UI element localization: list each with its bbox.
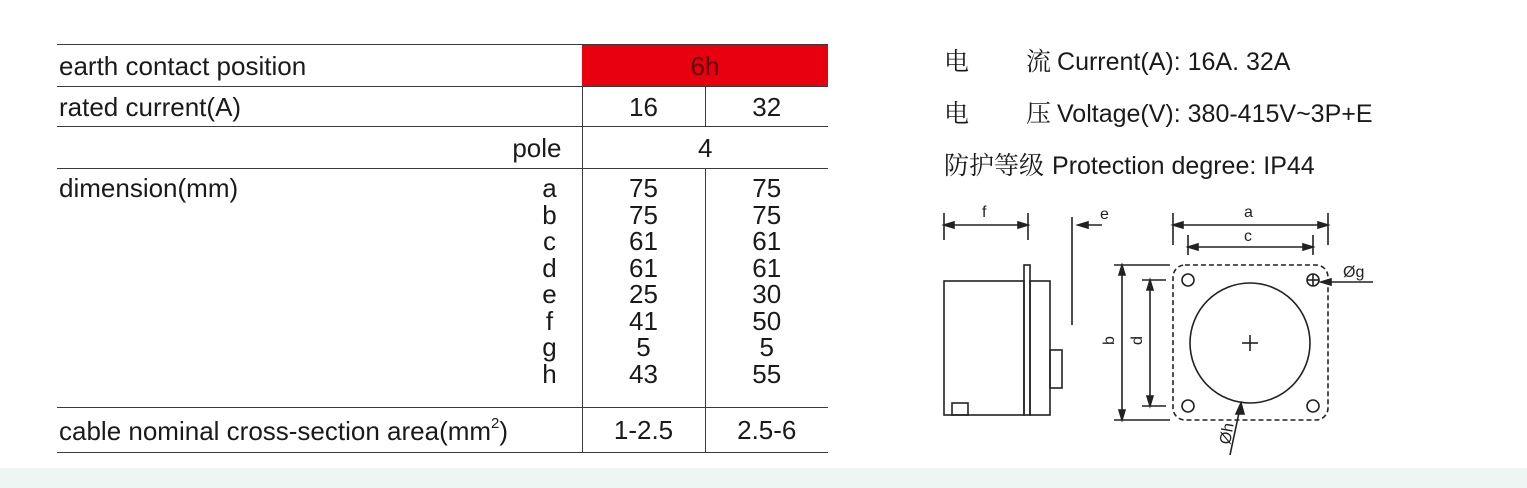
label-a: a — [1244, 204, 1253, 221]
label-g: Øg — [1343, 264, 1365, 281]
dim-value: 5 — [636, 332, 651, 362]
dimension-letters — [540, 175, 560, 387]
row-dimension — [57, 169, 828, 408]
cable-area-label: cable nominal cross-section $area(mm^2)$ — [57, 408, 582, 453]
dim-value: 61 — [752, 252, 782, 283]
dim-value: 75 — [752, 199, 782, 230]
cable-area-16: 1-2.5 — [582, 408, 705, 453]
earth-contact-label: earth contact position — [57, 45, 582, 87]
label-b: b — [1101, 336, 1118, 345]
row-rated-current — [57, 87, 828, 127]
dim-value: 41 — [629, 305, 658, 336]
dim-letter: e — [542, 279, 557, 309]
pole-label: pole — [57, 127, 582, 169]
spec-voltage: 电 压 Voltage(V): 380-415V~3P+E — [944, 99, 1373, 128]
spec-current: 电 流 Current(A): 16A. 32A — [944, 47, 1291, 76]
dim-value: 61 — [629, 226, 658, 256]
side-view — [944, 204, 1109, 415]
dim-letter: b — [542, 199, 557, 230]
dim-letter: h — [542, 358, 557, 389]
dimension-values-32 — [706, 175, 829, 387]
dim-value: 75 — [629, 173, 658, 203]
dim-letter: f — [545, 305, 554, 336]
dim-value: 75 — [752, 173, 782, 203]
dim-value: 43 — [629, 358, 658, 389]
dim-value: 5 — [759, 332, 774, 362]
dim-value: 75 — [629, 199, 658, 230]
label-h: Øh — [1217, 421, 1238, 446]
dim-value: 55 — [752, 358, 782, 389]
rated-current-16: 16 — [582, 87, 705, 127]
spec-protection: 防护等级 Protection degree: IP44 — [944, 151, 1315, 180]
dim-letter: a — [542, 173, 557, 203]
dim-letter: d — [542, 252, 557, 283]
label-e: e — [1100, 206, 1109, 223]
front-view — [1101, 204, 1373, 455]
dim-letter: g — [542, 332, 557, 362]
row-earth-contact — [57, 45, 828, 87]
earth-contact-value: 6h — [582, 45, 828, 87]
pole-value: 4 — [582, 127, 828, 169]
row-pole — [57, 127, 828, 169]
dimension-values-16 — [583, 175, 705, 387]
row-cable-area — [57, 408, 828, 453]
dimension-label: dimension(mm) — [59, 173, 239, 203]
dim-value: 61 — [752, 226, 782, 256]
cable-area-32: 2.5-6 — [705, 408, 828, 453]
dim-value: 25 — [629, 279, 658, 309]
footer-band — [0, 468, 1527, 488]
dim-value: 61 — [629, 252, 658, 283]
dim-value: 30 — [752, 279, 782, 309]
dim-value: 50 — [752, 305, 782, 336]
spec-list — [944, 36, 1373, 192]
label-d: d — [1129, 336, 1146, 345]
dim-letter: c — [543, 226, 556, 256]
rated-current-label: rated current(A) — [57, 87, 582, 127]
spec-table — [57, 44, 828, 453]
rated-current-32: 32 — [705, 87, 828, 127]
label-c: c — [1244, 228, 1252, 245]
dimension-drawing — [930, 195, 1400, 465]
label-f: f — [982, 204, 987, 221]
